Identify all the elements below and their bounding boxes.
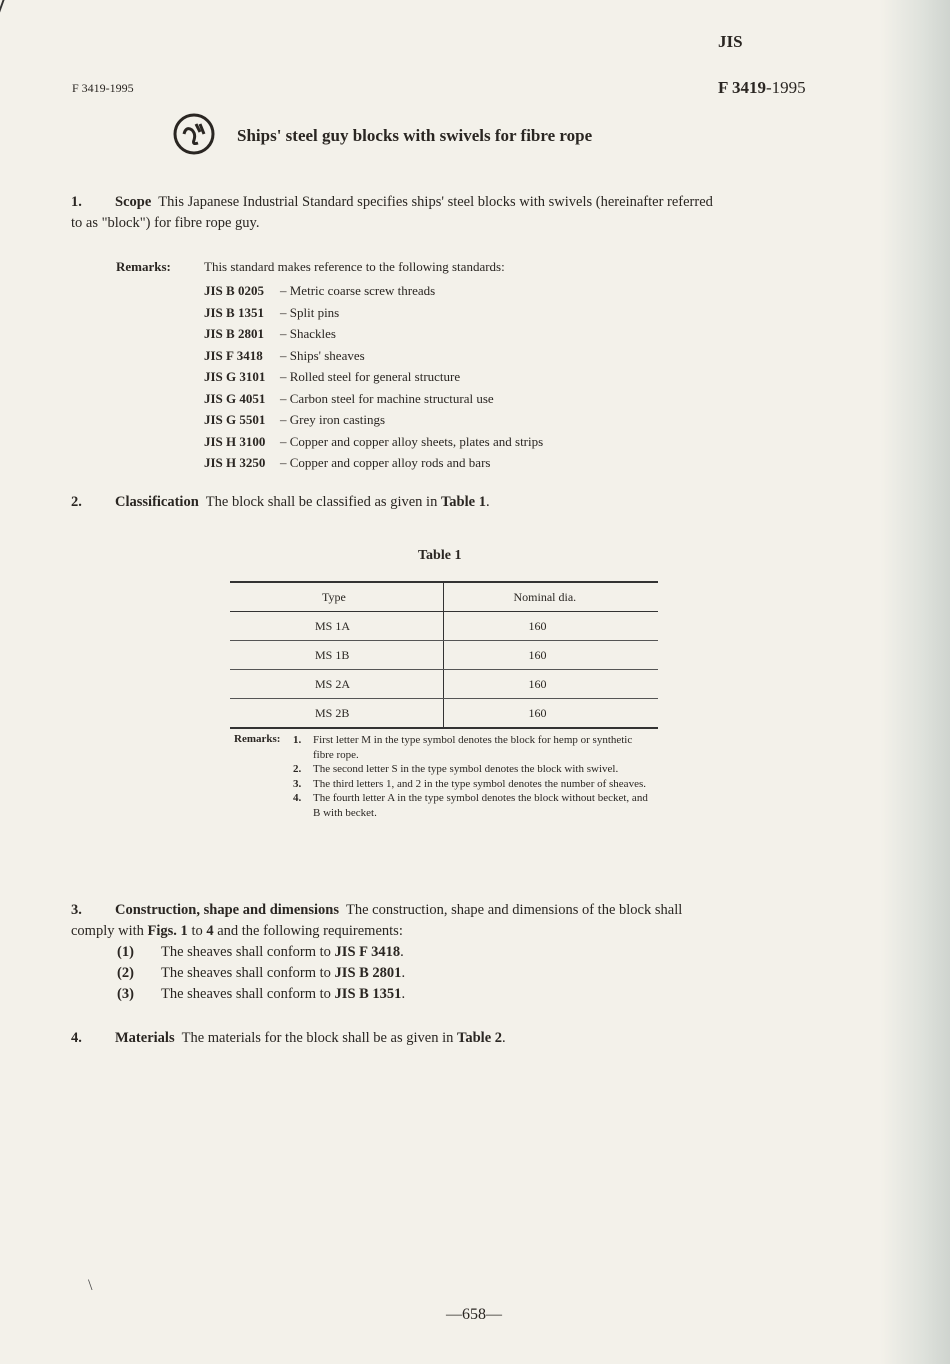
table-row: MS 2B 160 (230, 699, 658, 729)
column-header-type: Type (230, 582, 443, 612)
table-remark: 1. First letter M in the type symbol denotes the block for hemp or synthetic fibre rope. (293, 734, 633, 761)
section-heading: Scope (115, 194, 152, 210)
section-scope (71, 192, 831, 234)
section-number: 4. (71, 1030, 82, 1046)
page-edge-shadow (880, 0, 950, 1364)
section-number: 2. (71, 494, 82, 510)
table-remark: 3. The third letters 1, and 2 in the type symbol denotes the number of sheaves. (293, 777, 646, 790)
table-header-row (230, 582, 658, 612)
header-left-code: F 3419-1995 (72, 81, 134, 95)
header-jis-label: JIS (718, 32, 743, 51)
section-classification: 2. Classification The block shall be classified as given in Table 1. (71, 492, 831, 513)
reference-list (204, 280, 543, 474)
page-number: —658— (446, 1306, 502, 1323)
reference-item: JIS F 3418 – Ships' sheaves (204, 347, 365, 363)
section-heading: Materials (115, 1030, 175, 1046)
remarks-intro: This standard makes reference to the following standards: (204, 259, 505, 274)
table-remark: 2. The second letter S in the type symbol denotes the block with swivel. (293, 763, 619, 775)
requirement-item: (3) The sheaves shall conform to JIS B 1351. (117, 986, 406, 1002)
table-row: MS 2A 160 (230, 670, 658, 699)
table-row: MS 1A 160 (230, 612, 658, 641)
page-title: Ships' steel guy blocks with swivels for fibre rope (237, 126, 593, 145)
reference-item: JIS H 3250 – Copper and copper alloy rods and bars (204, 455, 491, 470)
reference-item: JIS G 5501 – Grey iron castings (204, 412, 386, 427)
reference-item: JIS G 3101 – Rolled steel for general structure (204, 369, 461, 384)
remarks-label: Remarks: (116, 259, 171, 274)
reference-item: JIS G 4051 – Carbon steel for machine structural use (204, 390, 494, 406)
reference-item: JIS B 0205 – Metric coarse screw threads (204, 283, 436, 298)
section-heading: Classification (115, 494, 199, 510)
scope-text-continued: to as "block") for fibre rope guy. (71, 215, 260, 231)
corner-mark (0, 0, 13, 14)
section-number: 1. (71, 194, 82, 210)
reference-item: JIS B 2801 – Shackles (204, 326, 336, 341)
table-remarks-label: Remarks: (234, 733, 281, 745)
requirement-item: (1) The sheaves shall conform to JIS F 3418. (117, 944, 404, 960)
column-header-nominal-dia: Nominal dia. (443, 582, 658, 612)
scope-text: This Japanese Industrial Standard specifies ships' steel blocks with swivels (hereinafter referred (158, 194, 713, 210)
reference-item: JIS H 3100 – Copper and copper alloy sheets, plates and strips (204, 433, 544, 449)
section-number: 3. (71, 902, 82, 918)
jis-mark-icon (170, 112, 218, 156)
table-row: MS 1B 160 (230, 641, 658, 670)
section-materials: 4. Materials The materials for the block shall be as given in Table 2. (71, 1028, 831, 1049)
reference-item: JIS B 1351 – Split pins (204, 304, 340, 320)
header-standard-code: F 3419-1995 (718, 78, 806, 97)
table-remarks (293, 733, 653, 820)
table-title: Table 1 (418, 548, 462, 563)
type-table (230, 581, 658, 729)
requirement-item: (2) The sheaves shall conform to JIS B 2801. (117, 965, 406, 981)
section-construction: 3. Construction, shape and dimensions The construction, shape and dimensions of the block shall comply with Figs. 1 to 4 and the following requirements: (71, 902, 683, 939)
section-heading: Construction, shape and dimensions (115, 902, 339, 918)
table-remark: 4. The fourth letter A in the type symbol denotes the block without becket, and B with becket. (293, 792, 648, 819)
stray-mark: \ (88, 1277, 93, 1294)
